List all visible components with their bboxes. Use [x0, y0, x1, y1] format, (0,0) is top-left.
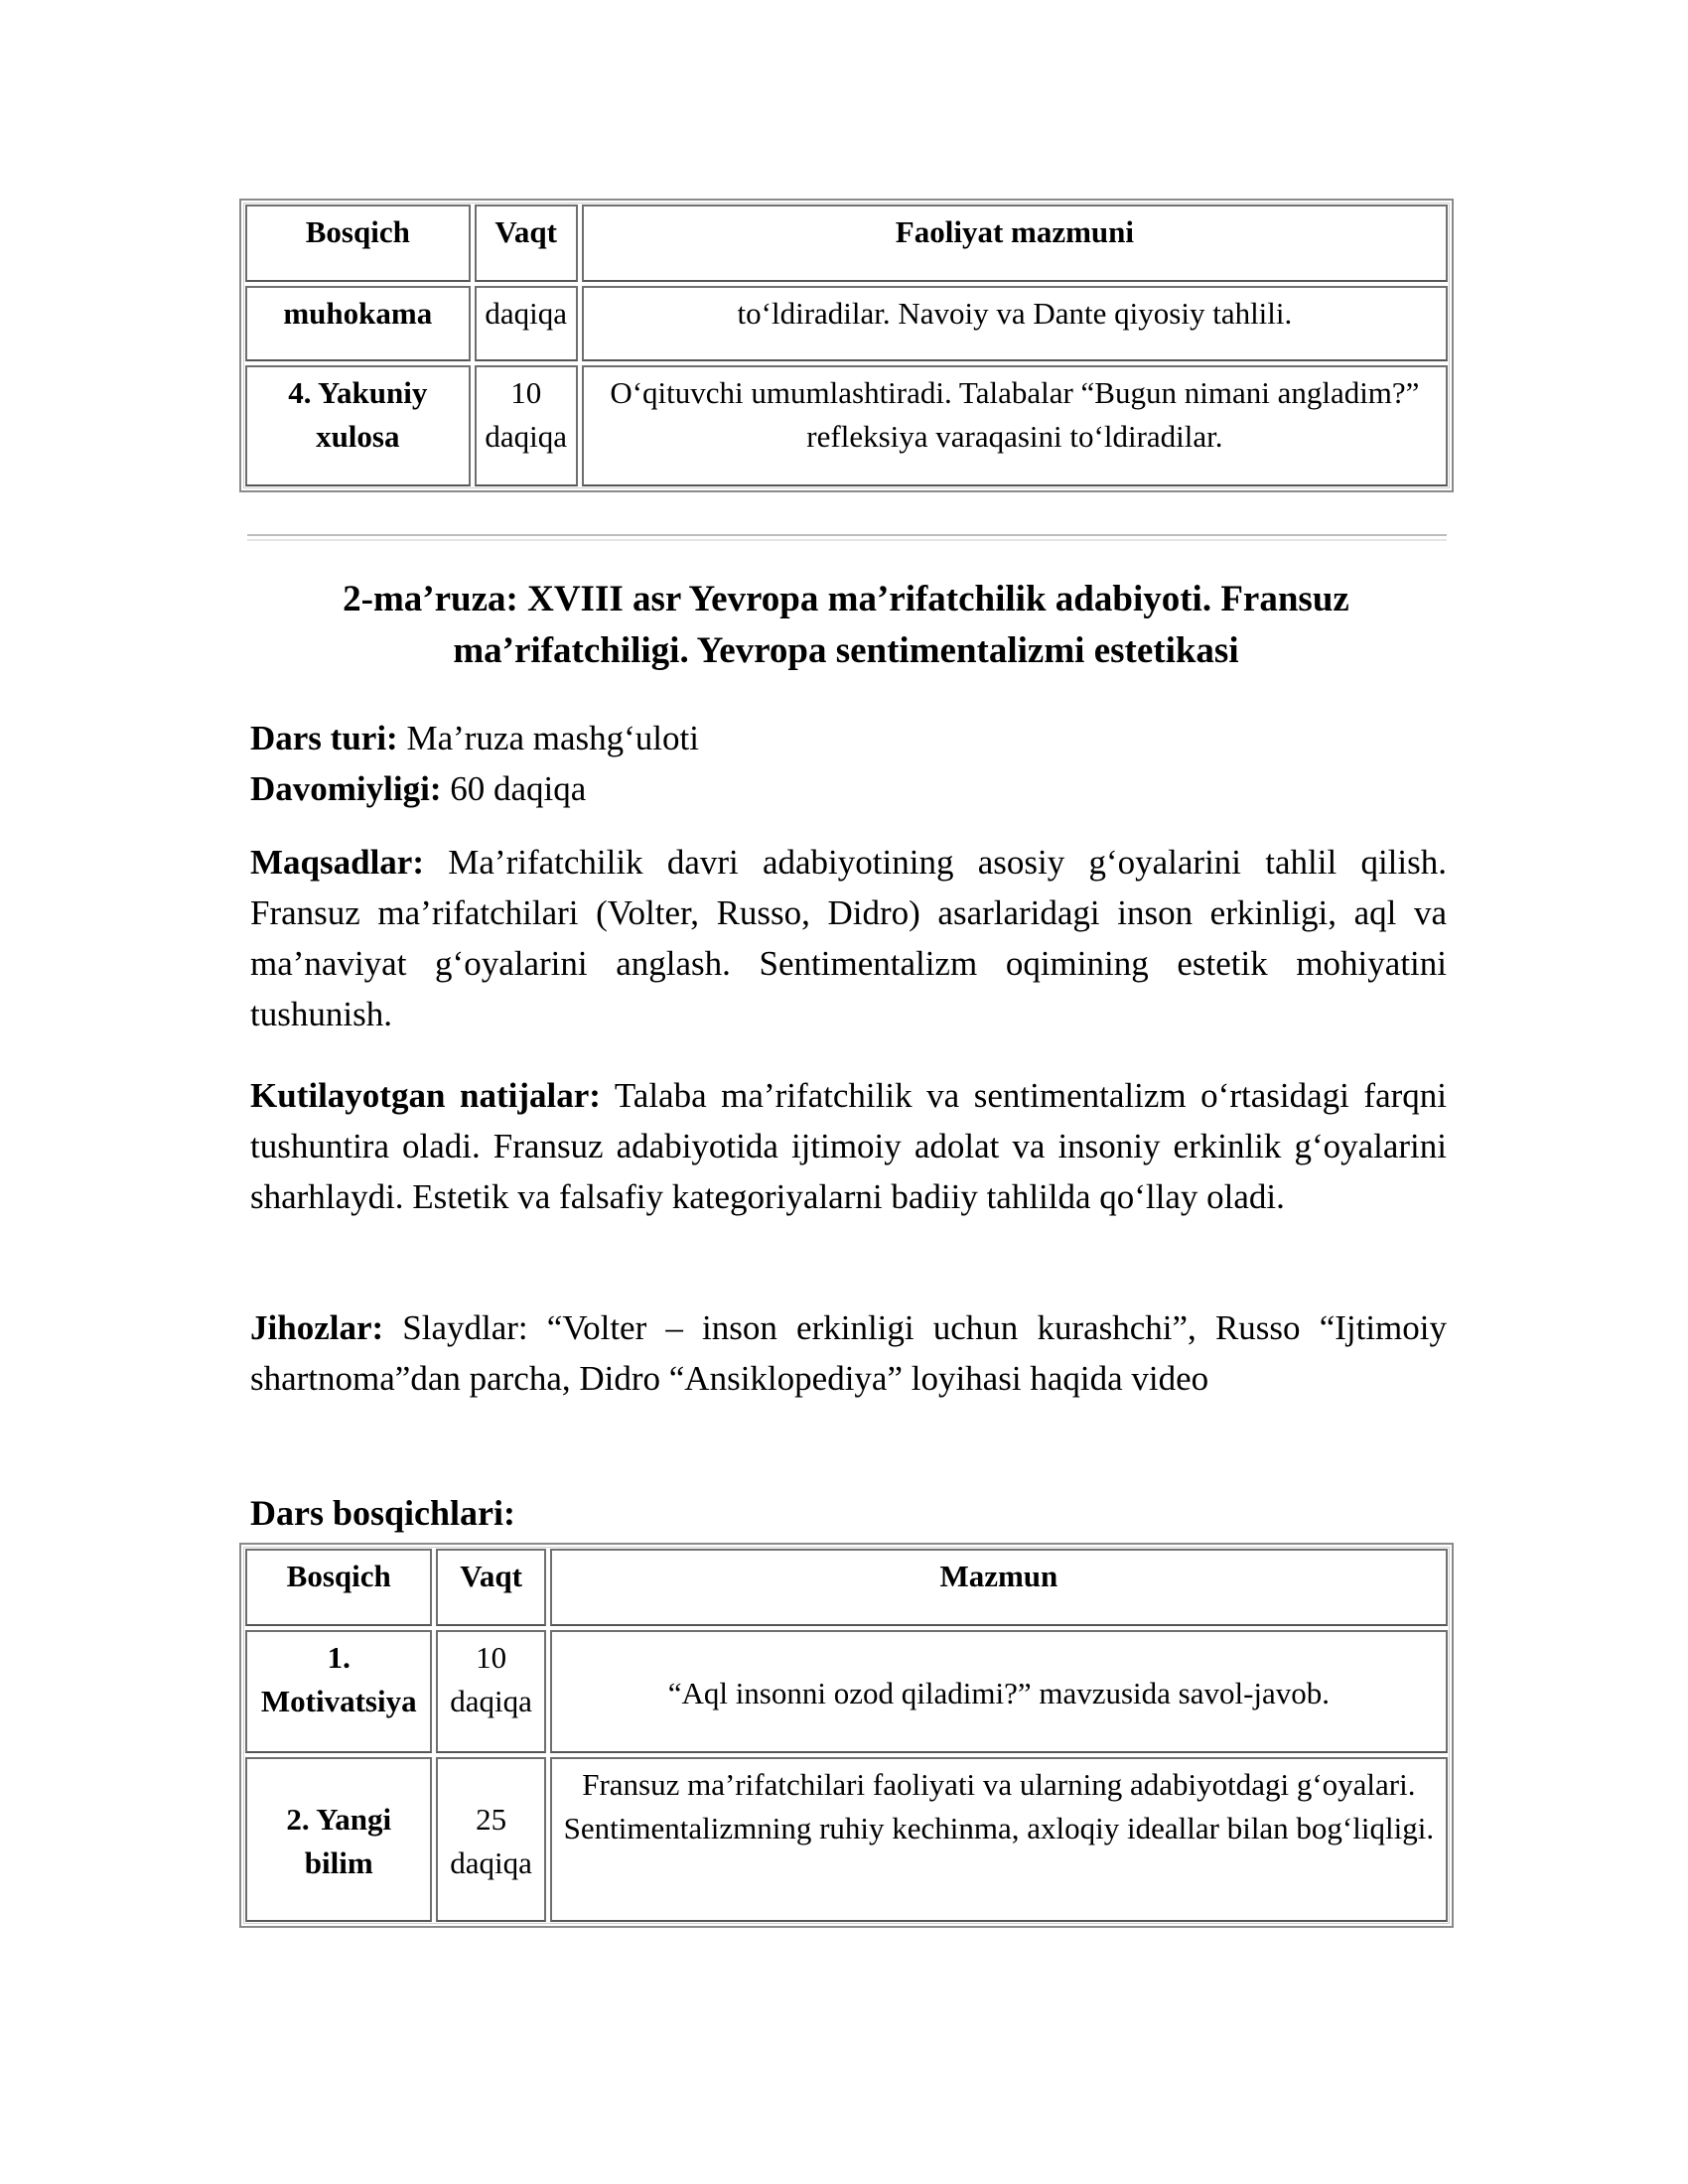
goals-text: Ma’rifatchilik davri adabiyotining asosiy g‘oyalarini tahlil qilish. Fransuz ma’rifatchilari (Volter, Russo, Didro) asarlaridagi inson erkinligi, aql va ma’naviyat g‘oyalarini anglash. Sentimentalizm oqimining estetik mohiyatini tushunish. [250, 843, 1447, 1033]
header-stage: Bosqich [245, 205, 471, 282]
cell-time: 25 daqiqa [436, 1757, 545, 1922]
cell-time: daqiqa [475, 286, 578, 361]
cell-content: O‘qituvchi umumlashtiradi. Talabalar “Bugun nimani angladim?” refleksiya varaqasini to‘ldiradilar. [582, 365, 1448, 486]
table-row [245, 1757, 1448, 1922]
lesson-type-line [250, 713, 1447, 763]
cell-time: 10 daqiqa [436, 1630, 545, 1753]
horizontal-divider [247, 534, 1447, 541]
lesson-meta [250, 713, 1447, 814]
cell-content: “Aql insonni ozod qiladimi?” mavzusida savol-javob. [550, 1630, 1448, 1753]
lesson-stages-table-2 [239, 1543, 1454, 1928]
table-row [245, 365, 1448, 486]
results-paragraph [250, 1070, 1447, 1222]
equipment-paragraph [250, 1302, 1447, 1404]
lecture-title: 2-ma’ruza: XVIII asr Yevropa ma’rifatchilik adabiyoti. Fransuz ma’rifatchiligi. Yevropa sentimentalizmi estetikasi [343, 579, 1349, 671]
lesson-duration-line [250, 763, 1447, 814]
header-content: Faoliyat mazmuni [582, 205, 1448, 282]
cell-stage: 4. Yakuniy xulosa [245, 365, 471, 486]
equipment-text: Slaydlar: “Volter – inson erkinligi uchun kurashchi”, Russo “Ijtimoiy shartnoma”dan parcha, Didro “Ansiklopediya” loyihasi haqida video [250, 1308, 1447, 1398]
lesson-type-label: Dars turi: [250, 719, 398, 757]
cell-stage: 1. Motivatsiya [245, 1630, 432, 1753]
goals-label: Maqsadlar: [250, 843, 424, 882]
lesson-duration-label: Davomiyligi: [250, 769, 442, 808]
header-content: Mazmun [550, 1549, 1448, 1626]
stages-heading: Dars bosqichlari: [250, 1493, 516, 1533]
lesson-duration-value: 60 daqiqa [441, 769, 587, 808]
table-header-row [245, 205, 1448, 282]
cell-stage: 2. Yangi bilim [245, 1757, 432, 1922]
cell-time: 10 daqiqa [475, 365, 578, 486]
header-time: Vaqt [436, 1549, 545, 1626]
cell-content: to‘ldiradilar. Navoiy va Dante qiyosiy tahlili. [582, 286, 1448, 361]
table-row [245, 1630, 1448, 1753]
header-time: Vaqt [475, 205, 578, 282]
goals-paragraph [250, 837, 1447, 1039]
table-row [245, 286, 1448, 361]
header-stage: Bosqich [245, 1549, 432, 1626]
results-text: Talaba ma’rifatchilik va sentimentalizm o‘rtasidagi farqni tushuntira oladi. Fransuz adabiyotida ijtimoiy adolat va insoniy erkinlik g‘oyalarini sharhlaydi. Estetik va falsafiy kategoriyalarni badiiy tahlilda qo‘llay oladi. [250, 1076, 1447, 1216]
results-label: Kutilayotgan natijalar: [250, 1076, 601, 1115]
table-header-row [245, 1549, 1448, 1626]
cell-stage: muhokama [245, 286, 471, 361]
lesson-type-value: Ma’ruza mashg‘uloti [397, 719, 699, 757]
equipment-label: Jihozlar: [250, 1308, 384, 1347]
cell-content: Fransuz ma’rifatchilari faoliyati va ularning adabiyotdagi g‘oyalari. Sentimentalizmning ruhiy kechinma, axloqiy ideallar bilan bog‘liqligi. [550, 1757, 1448, 1922]
lesson-stages-table-1 [239, 199, 1454, 492]
